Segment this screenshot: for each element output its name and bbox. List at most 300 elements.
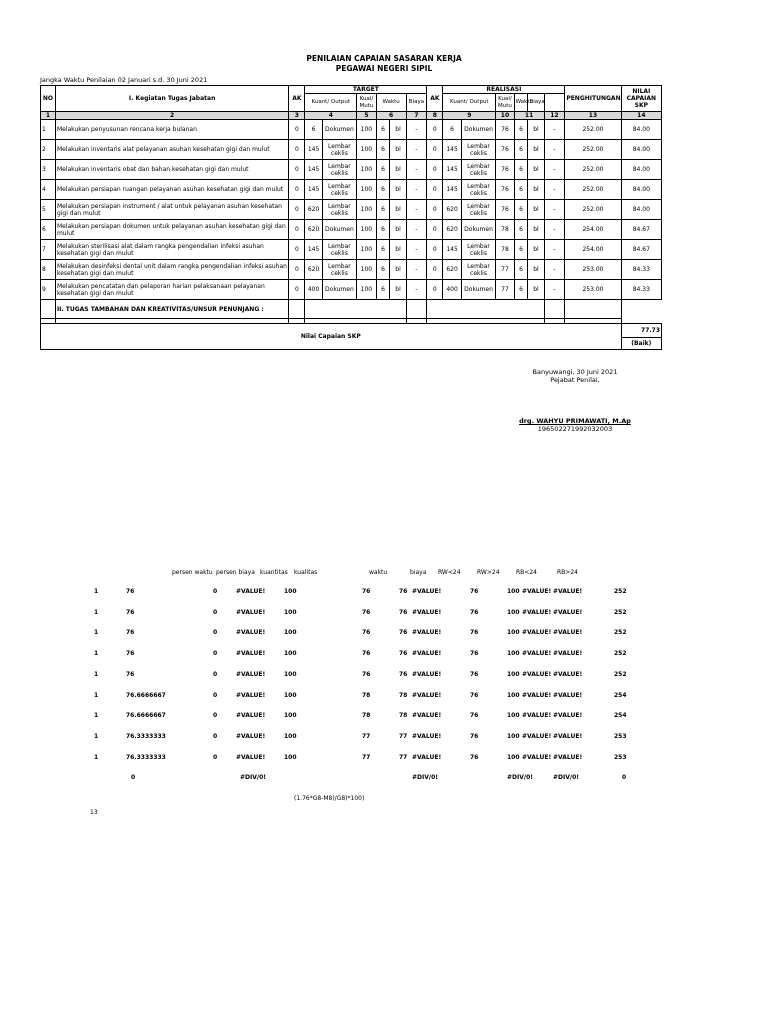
section2-heading: II. TUGAS TAMBAHAN DAN KREATIVITAS/UNSUR PENUNJANG : (55, 300, 288, 319)
calc-cell: #VALUE! (412, 629, 442, 637)
target-biaya: - (406, 260, 427, 280)
calc-cell: 76 (399, 608, 408, 616)
calc-cell: 77 (362, 753, 371, 761)
task-desc: Melakukan sterilisasi alat dalam rangka pengendalian infeksi asuhan kesehatan gigi dan mulut (55, 240, 288, 260)
target-unit: Lembar ceklis (322, 200, 356, 220)
realisasi-unit: Lembar ceklis (461, 140, 495, 160)
header-no: NO (41, 86, 56, 112)
realisasi-biaya: - (544, 160, 565, 180)
target-mutu: 100 (357, 180, 377, 200)
target-biaya: - (406, 120, 427, 140)
calc-cell: 76 (399, 588, 408, 595)
header-ak: AK (289, 86, 305, 112)
task-penghitungan: 252.00 (565, 160, 621, 180)
realisasi-biaya: - (544, 260, 565, 280)
realisasi-waktu: 6 (514, 240, 528, 260)
target-mutu: 100 (357, 140, 377, 160)
calc-header-label: RB>24 (557, 569, 578, 576)
task-ak: 0 (289, 200, 305, 220)
calc-cell: #VALUE! (236, 608, 266, 616)
target-qty: 620 (305, 220, 322, 240)
calc-row (0, 609, 768, 619)
target-mutu: 100 (357, 120, 377, 140)
realisasi-waktu-unit: bl (528, 220, 544, 240)
realisasi-biaya: - (544, 220, 565, 240)
target-qty: 620 (305, 200, 322, 220)
calc-cell: 254 (614, 712, 627, 720)
task-nilai: 84.33 (621, 280, 661, 300)
calc-cell: 100 (284, 712, 297, 720)
realisasi-unit: Dokumen (461, 280, 495, 300)
target-unit: Lembar ceklis (322, 160, 356, 180)
calc-cell: 76.3333333 (126, 753, 166, 761)
realisasi-waktu: 6 (514, 180, 528, 200)
calc-total-row (0, 774, 768, 784)
realisasi-waktu-unit: bl (528, 280, 544, 300)
calc-cell: #VALUE! (553, 753, 583, 761)
header-realisasi-biaya: Biaya (528, 94, 544, 112)
calc-cell: 100 (507, 670, 520, 678)
task-nilai: 84.67 (621, 240, 661, 260)
calc-cell: 76 (362, 650, 371, 658)
task-row (41, 220, 662, 240)
task-row (41, 180, 662, 200)
calc-cell: 76 (362, 670, 371, 678)
calc-cell: #VALUE! (236, 629, 266, 637)
target-waktu-unit: bl (390, 220, 406, 240)
realisasi-mutu: 78 (496, 220, 514, 240)
realisasi-waktu: 6 (514, 160, 528, 180)
calc-cell: #VALUE! (412, 712, 442, 720)
calc-total-cell: 0 (131, 774, 136, 781)
task-nilai: 84.00 (621, 200, 661, 220)
calc-cell: #VALUE! (236, 753, 266, 761)
calc-cell: #VALUE! (553, 691, 583, 699)
header-ak-realisasi: AK (427, 86, 443, 112)
calc-cell: 1 (94, 608, 99, 616)
realisasi-mutu: 76 (496, 180, 514, 200)
calc-cell: #VALUE! (412, 650, 442, 658)
calc-header-label: waktu (369, 569, 388, 576)
calc-cell: #VALUE! (522, 753, 552, 761)
realisasi-waktu: 6 (514, 120, 528, 140)
calc-cell: 76.6666667 (126, 691, 166, 699)
target-unit: Lembar ceklis (322, 180, 356, 200)
task-nilai: 84.00 (621, 180, 661, 200)
calc-cell: 100 (284, 753, 297, 761)
header-kegiatan: I. Kegiatan Tugas Jabatan (55, 86, 288, 112)
target-waktu: 6 (376, 160, 390, 180)
calc-cell: #VALUE! (553, 712, 583, 720)
header-realisasi-kuant: Kuant/ Output (443, 94, 496, 112)
target-unit: Lembar ceklis (322, 260, 356, 280)
col-number: 2 (55, 112, 288, 120)
task-ak: 0 (289, 120, 305, 140)
col-number: 1 (41, 112, 56, 120)
task-no: 4 (41, 180, 56, 200)
calc-cell: 76 (470, 691, 479, 699)
realisasi-ak: 0 (427, 180, 443, 200)
target-mutu: 100 (357, 280, 377, 300)
calc-cell: 76 (362, 588, 371, 595)
realisasi-waktu: 6 (514, 280, 528, 300)
calc-row (0, 754, 768, 764)
calc-cell: 100 (507, 732, 520, 740)
calc-total-cell: #DIV/0! (240, 774, 266, 781)
realisasi-mutu: 76 (496, 200, 514, 220)
calc-cell: 76 (399, 650, 408, 658)
realisasi-ak: 0 (427, 280, 443, 300)
calc-cell: #VALUE! (522, 608, 552, 616)
calc-row (0, 588, 768, 598)
calc-cell: 76 (470, 732, 479, 740)
realisasi-qty: 620 (443, 260, 461, 280)
col-number: 3 (289, 112, 305, 120)
task-desc: Melakukan inventaris obat dan bahan kesehatan gigi dan mulut (55, 160, 288, 180)
calc-cell: 76 (470, 608, 479, 616)
calc-cell: #VALUE! (522, 732, 552, 740)
header-target-waktu: Waktu (376, 94, 406, 112)
target-waktu-unit: bl (390, 160, 406, 180)
calc-header-label: RW>24 (477, 569, 500, 576)
sign-place-date: Banyuwangi, 30 Juni 2021 (532, 368, 618, 376)
realisasi-waktu: 6 (514, 140, 528, 160)
target-waktu: 6 (376, 120, 390, 140)
task-row (41, 200, 662, 220)
task-nilai: 84.00 (621, 140, 661, 160)
calc-cell: 78 (362, 712, 371, 720)
col-number: 7 (406, 112, 427, 120)
realisasi-unit: Lembar ceklis (461, 240, 495, 260)
task-no: 2 (41, 140, 56, 160)
header-realisasi: REALISASI (443, 86, 565, 94)
task-ak: 0 (289, 240, 305, 260)
task-row (41, 140, 662, 160)
calc-cell: 0 (213, 629, 218, 637)
calc-cell: 100 (284, 629, 297, 637)
calc-cell: 0 (213, 588, 218, 595)
calc-cell: #VALUE! (236, 691, 266, 699)
calc-cell: 0 (213, 712, 218, 720)
calc-total-cell: #DIV/0! (553, 774, 579, 781)
task-desc: Melakukan persiapan instrument / alat untuk pelayanan asuhan kesehatan gigi dan mulut (55, 200, 288, 220)
task-penghitungan: 253.00 (565, 280, 621, 300)
task-ak: 0 (289, 160, 305, 180)
calc-total-cell: #DIV/0! (412, 774, 438, 781)
col-number: 14 (621, 112, 661, 120)
realisasi-unit: Lembar ceklis (461, 160, 495, 180)
realisasi-ak: 0 (427, 220, 443, 240)
calc-cell: #VALUE! (553, 670, 583, 678)
calc-cell: 254 (614, 691, 627, 699)
realisasi-waktu: 6 (514, 220, 528, 240)
task-no: 8 (41, 260, 56, 280)
realisasi-biaya: - (544, 120, 565, 140)
realisasi-biaya: - (544, 240, 565, 260)
calc-cell: 76 (362, 608, 371, 616)
task-row (41, 260, 662, 280)
task-penghitungan: 252.00 (565, 200, 621, 220)
realisasi-mutu: 76 (496, 120, 514, 140)
calc-cell: 1 (94, 588, 99, 595)
calc-cell: 0 (213, 753, 218, 761)
calc-header-label: RW<24 (438, 569, 461, 576)
target-waktu-unit: bl (390, 140, 406, 160)
calc-cell: #VALUE! (412, 732, 442, 740)
realisasi-waktu-unit: bl (528, 140, 544, 160)
calc-cell: 76 (470, 650, 479, 658)
col-number: 9 (443, 112, 496, 120)
calc-cell: 100 (507, 588, 520, 595)
col-number: 13 (565, 112, 621, 120)
target-waktu: 6 (376, 280, 390, 300)
calc-cell: #VALUE! (412, 670, 442, 678)
calc-cell: #VALUE! (236, 588, 266, 595)
task-row (41, 240, 662, 260)
realisasi-ak: 0 (427, 240, 443, 260)
calc-cell: 100 (507, 691, 520, 699)
footer-number: 13 (90, 809, 98, 816)
calc-cell: #VALUE! (522, 691, 552, 699)
calc-row (0, 692, 768, 702)
calc-cell: #VALUE! (553, 732, 583, 740)
realisasi-ak: 0 (427, 260, 443, 280)
calc-cell: #VALUE! (553, 608, 583, 616)
calc-row (0, 629, 768, 639)
calc-cell: #VALUE! (412, 608, 442, 616)
realisasi-unit: Dokumen (461, 120, 495, 140)
target-unit: Lembar ceklis (322, 240, 356, 260)
task-desc: Melakukan persiapan ruangan pelayanan asuhan kesehatan gigi dan mulut (55, 180, 288, 200)
target-waktu: 6 (376, 180, 390, 200)
realisasi-unit: Lembar ceklis (461, 260, 495, 280)
calc-cell: 76 (126, 608, 135, 616)
calc-header-label: persen waktu (172, 569, 213, 576)
calc-cell: 253 (614, 732, 627, 740)
target-biaya: - (406, 280, 427, 300)
target-mutu: 100 (357, 260, 377, 280)
realisasi-mutu: 77 (496, 280, 514, 300)
calc-cell: #VALUE! (412, 691, 442, 699)
calc-cell: 76 (399, 670, 408, 678)
calc-cell: #VALUE! (236, 732, 266, 740)
calc-header-label: biaya (410, 569, 427, 576)
col-number: 5 (357, 112, 377, 120)
task-ak: 0 (289, 140, 305, 160)
calc-cell: 0 (213, 732, 218, 740)
task-desc: Melakukan penyusunan rencana kerja bulanan (55, 120, 288, 140)
task-desc: Melakukan inventaris alat pelayanan asuhan kesehatan gigi dan mulut (55, 140, 288, 160)
task-row (41, 160, 662, 180)
calc-cell: 76 (399, 629, 408, 637)
target-qty: 145 (305, 240, 322, 260)
target-biaya: - (406, 160, 427, 180)
calc-cell: 252 (614, 670, 627, 678)
realisasi-waktu: 6 (514, 200, 528, 220)
task-no: 1 (41, 120, 56, 140)
task-nilai: 84.00 (621, 160, 661, 180)
nilai-capaian-kategori: (Baik) (621, 338, 661, 350)
sign-role: Pejabat Penilai, (550, 376, 600, 384)
calc-row (0, 671, 768, 681)
calc-cell: 77 (362, 732, 371, 740)
calc-cell: #VALUE! (522, 588, 552, 595)
target-waktu-unit: bl (390, 260, 406, 280)
header-realisasi-waktu: Waktu (514, 94, 528, 112)
calc-cell: 0 (213, 670, 218, 678)
target-unit: Dokumen (322, 120, 356, 140)
calc-cell: #VALUE! (553, 650, 583, 658)
task-ak: 0 (289, 280, 305, 300)
realisasi-unit: Lembar ceklis (461, 200, 495, 220)
realisasi-biaya: - (544, 200, 565, 220)
calc-cell: 76 (126, 629, 135, 637)
target-mutu: 100 (357, 160, 377, 180)
target-waktu-unit: bl (390, 120, 406, 140)
realisasi-ak: 0 (427, 140, 443, 160)
calc-cell: 252 (614, 629, 627, 637)
doc-title-line1: PENILAIAN CAPAIAN SASARAN KERJA (306, 54, 462, 63)
calc-cell: #VALUE! (522, 650, 552, 658)
task-no: 3 (41, 160, 56, 180)
target-waktu-unit: bl (390, 180, 406, 200)
target-unit: Lembar ceklis (322, 140, 356, 160)
calc-cell: #VALUE! (236, 650, 266, 658)
realisasi-mutu: 77 (496, 260, 514, 280)
target-biaya: - (406, 140, 427, 160)
task-penghitungan: 254.00 (565, 240, 621, 260)
realisasi-ak: 0 (427, 120, 443, 140)
realisasi-waktu-unit: bl (528, 120, 544, 140)
calc-cell: 76 (470, 753, 479, 761)
realisasi-qty: 145 (443, 180, 461, 200)
calc-cell: 76 (470, 588, 479, 595)
nilai-capaian-total: 77.73 (621, 324, 661, 338)
calc-cell: #VALUE! (522, 670, 552, 678)
target-waktu: 6 (376, 200, 390, 220)
calc-cell: 77 (399, 732, 408, 740)
realisasi-waktu-unit: bl (528, 260, 544, 280)
target-biaya: - (406, 220, 427, 240)
calc-cell: 76 (470, 712, 479, 720)
realisasi-unit: Dokumen (461, 220, 495, 240)
realisasi-biaya: - (544, 280, 565, 300)
calc-cell: 253 (614, 753, 627, 761)
realisasi-qty: 145 (443, 140, 461, 160)
calc-header-label: kuantitas (260, 569, 288, 576)
calc-row (0, 733, 768, 743)
calc-header-label: persen biaya (216, 569, 255, 576)
target-mutu: 100 (357, 200, 377, 220)
calc-total-cell: #DIV/0! (507, 774, 533, 781)
task-nilai: 84.67 (621, 220, 661, 240)
header-nilai-capaian: NILAI CAPAIAN SKP (621, 86, 661, 112)
target-qty: 145 (305, 140, 322, 160)
calc-cell: 100 (284, 691, 297, 699)
calc-cell: #VALUE! (412, 588, 442, 595)
calc-cell: #VALUE! (522, 629, 552, 637)
target-qty: 145 (305, 160, 322, 180)
skp-table (40, 85, 662, 350)
target-waktu: 6 (376, 240, 390, 260)
calc-header-label: RB<24 (516, 569, 537, 576)
calc-cell: 1 (94, 712, 99, 720)
calc-cell: 77 (399, 753, 408, 761)
target-qty: 145 (305, 180, 322, 200)
calc-cell: 78 (399, 712, 408, 720)
calc-cell: 252 (614, 650, 627, 658)
calc-cell: 0 (213, 691, 218, 699)
target-biaya: - (406, 200, 427, 220)
task-no: 5 (41, 200, 56, 220)
calc-cell: 1 (94, 753, 99, 761)
target-waktu: 6 (376, 140, 390, 160)
realisasi-waktu-unit: bl (528, 180, 544, 200)
target-qty: 620 (305, 260, 322, 280)
realisasi-qty: 6 (443, 120, 461, 140)
task-desc: Melakukan desinfeksi dental unit dalam rangka pengendalian infeksi asuhan kesehatan gigi dan mulut (55, 260, 288, 280)
calc-cell: #VALUE! (236, 712, 266, 720)
realisasi-biaya: - (544, 180, 565, 200)
task-row (41, 280, 662, 300)
target-unit: Dokumen (322, 280, 356, 300)
calc-cell: 100 (284, 608, 297, 616)
calc-row (0, 650, 768, 660)
task-row (41, 120, 662, 140)
task-penghitungan: 252.00 (565, 120, 621, 140)
target-waktu-unit: bl (390, 200, 406, 220)
task-penghitungan: 254.00 (565, 220, 621, 240)
target-biaya: - (406, 240, 427, 260)
target-waktu: 6 (376, 220, 390, 240)
calc-cell: 1 (94, 650, 99, 658)
realisasi-biaya: - (544, 140, 565, 160)
realisasi-waktu-unit: bl (528, 200, 544, 220)
calc-cell: 1 (94, 732, 99, 740)
task-penghitungan: 252.00 (565, 180, 621, 200)
target-waktu-unit: bl (390, 280, 406, 300)
calc-cell: #VALUE! (553, 588, 583, 595)
calc-cell: 0 (213, 650, 218, 658)
realisasi-ak: 0 (427, 200, 443, 220)
realisasi-waktu-unit: bl (528, 160, 544, 180)
calc-cell: 76.6666667 (126, 712, 166, 720)
col-number: 8 (427, 112, 443, 120)
calc-cell: 100 (507, 629, 520, 637)
header-target: TARGET (305, 86, 427, 94)
calc-cell: 100 (507, 753, 520, 761)
calc-cell: 100 (507, 608, 520, 616)
col-number: 10 (496, 112, 514, 120)
calc-cell: #VALUE! (236, 670, 266, 678)
period-text: Jangka Waktu Penilaian 02 Januari s.d. 30 Juni 2021 (40, 76, 208, 84)
target-waktu: 6 (376, 260, 390, 280)
calc-row (0, 712, 768, 722)
sign-name: drg. WAHYU PRIMAWATI, M.Ap (519, 417, 631, 425)
header-target-kuant: Kuant/ Output (305, 94, 357, 112)
task-no: 6 (41, 220, 56, 240)
calc-cell: 100 (284, 732, 297, 740)
task-ak: 0 (289, 220, 305, 240)
calc-cell: 252 (614, 608, 627, 616)
realisasi-mutu: 78 (496, 240, 514, 260)
header-penghitungan: PENGHITUNGAN (565, 86, 621, 112)
col-number: 11 (514, 112, 544, 120)
calc-cell: 1 (94, 670, 99, 678)
target-mutu: 100 (357, 220, 377, 240)
column-number-row (41, 112, 662, 120)
calc-cell: 76 (470, 629, 479, 637)
